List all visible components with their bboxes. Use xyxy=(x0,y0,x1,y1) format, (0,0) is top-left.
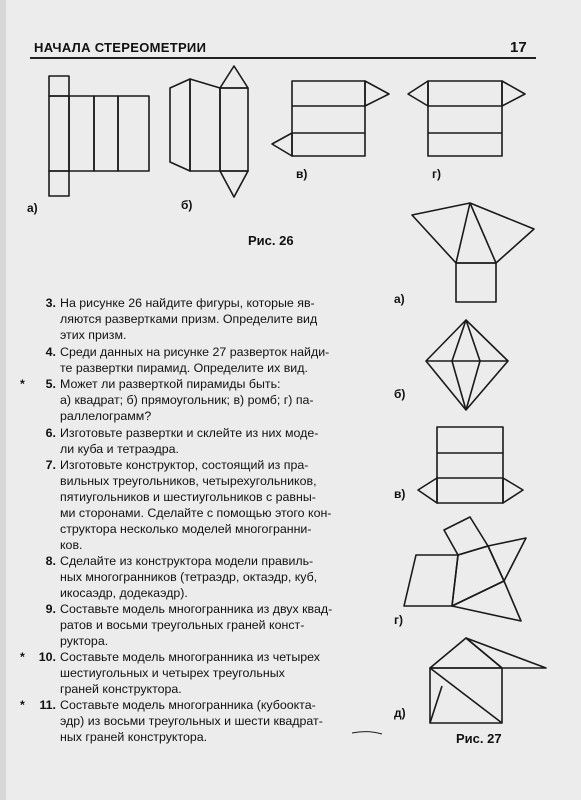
task-text: Среди данных на рисунке 27 разверток найди- те развертки пирамид. Определите их вид. xyxy=(60,345,330,375)
fig26-label-b: б) xyxy=(181,198,193,212)
fig27-label-g: г) xyxy=(394,613,403,627)
fig26-label-v: в) xyxy=(296,167,308,181)
fig26-net-b xyxy=(170,66,248,197)
task-5 xyxy=(20,377,392,425)
fig27-label-b: б) xyxy=(394,387,406,401)
task-number: 4. xyxy=(45,345,56,359)
task-text: Составьте модель многогранника (кубоокта- эдр) из восьми треугольных и шести квадрат- ных граней конструктора. xyxy=(60,698,323,744)
fig27-label-v: в) xyxy=(394,487,406,501)
task-star: * xyxy=(20,698,25,712)
task-number: 10. xyxy=(38,650,56,664)
task-text: Сделайте из конструктора модели правиль- ных многогранников (тетраэдр, октаэдр, куб, икосаэдр, додекаэдр). xyxy=(60,554,318,600)
task-text: Составьте модель многогранника из двух квад- ратов и восьми треугольных граней конст- руктора. xyxy=(60,602,333,648)
running-header-title: НАЧАЛА СТЕРЕОМЕТРИИ xyxy=(34,40,207,55)
fig26-net-g xyxy=(408,81,525,156)
fig27-net-a xyxy=(412,203,534,302)
task-9 xyxy=(20,602,392,650)
task-text: Изготовьте развертки и склейте из них моде- ли куба и тетраэдра. xyxy=(60,426,319,456)
task-6 xyxy=(20,426,392,458)
task-text: Составьте модель многогранника из четырех шестиугольных и четырех треугольных граней конструктора. xyxy=(60,650,320,696)
fig26-label-g: г) xyxy=(432,167,441,181)
fig27-caption: Рис. 27 xyxy=(456,731,502,746)
task-text: На рисунке 26 найдите фигуры, которые яв- ляются развертками призм. Определите вид этих призм. xyxy=(60,296,318,342)
task-star: * xyxy=(20,650,25,664)
page-number: 17 xyxy=(510,39,527,56)
task-11 xyxy=(20,698,392,746)
fig27-label-d: д) xyxy=(394,706,406,720)
task-number: 3. xyxy=(45,296,56,310)
fig26-net-a xyxy=(49,76,149,196)
task-number: 6. xyxy=(45,426,56,440)
task-number: 5. xyxy=(45,377,56,391)
task-text: Может ли разверткой пирамиды быть: а) квадрат; б) прямоугольник; в) ромб; г) па- раллелограмм? xyxy=(60,377,314,423)
task-text: Изготовьте конструктор, состоящий из пра- вильных треугольников, четырехугольников, пятиугольников и шестиугольников с равны- ми сторонами. Сделайте с помощью этого кон- структора несколько моделей многогранни- ков. xyxy=(60,458,332,552)
fig27-net-d xyxy=(430,638,546,723)
fig26-caption: Рис. 26 xyxy=(248,233,294,248)
task-4 xyxy=(20,345,392,377)
task-10 xyxy=(20,650,392,698)
fig27-net-g xyxy=(404,517,526,621)
task-3 xyxy=(20,296,392,344)
fig27-net-b xyxy=(426,320,508,410)
task-number: 9. xyxy=(45,602,56,616)
task-number: 7. xyxy=(45,458,56,472)
task-8 xyxy=(20,554,392,602)
fig26-net-v xyxy=(272,81,389,156)
task-star: * xyxy=(20,377,25,391)
fig26-label-a: а) xyxy=(27,201,38,215)
task-number: 8. xyxy=(45,554,56,568)
task-7 xyxy=(20,458,392,554)
task-number: 11. xyxy=(39,698,56,712)
fig27-net-v xyxy=(418,427,523,503)
fig27-label-a: а) xyxy=(394,292,405,306)
